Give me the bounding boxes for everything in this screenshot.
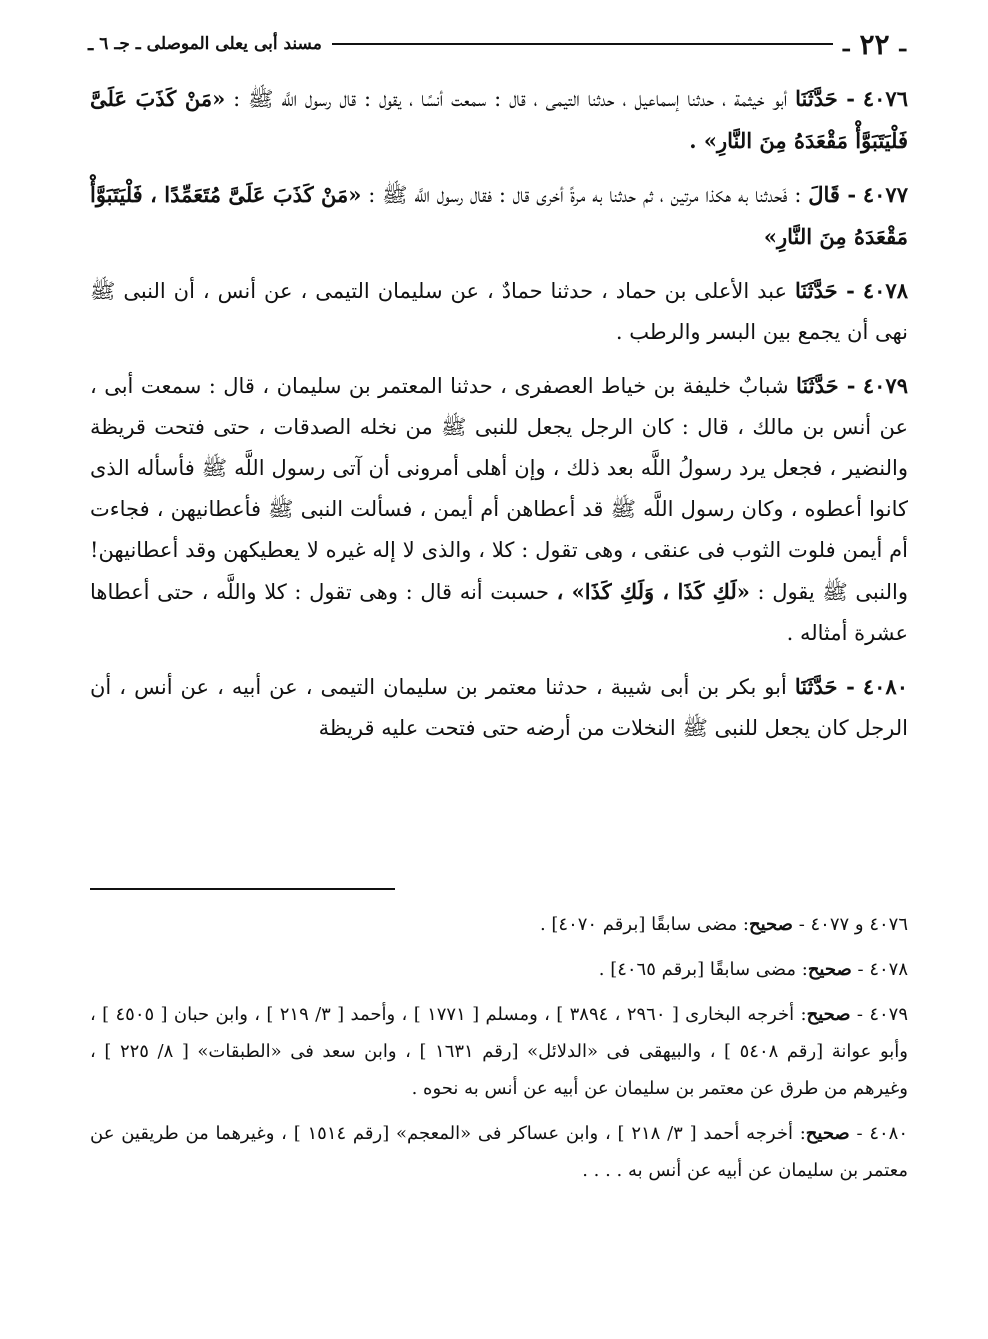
footnote-ref: ٤٠٨٠ - <box>856 1123 909 1144</box>
header-dash-left: ـ <box>88 33 94 55</box>
footnotes <box>90 906 908 1197</box>
hadith-lead: حَدَّثَنَا <box>795 278 838 303</box>
hadith-number: ٤٠٧٧ <box>862 182 908 207</box>
footnote-ref: ٤٠٧٨ - <box>857 959 908 980</box>
hadith-number: ٤٠٧٩ <box>862 373 908 398</box>
header-dash-mid: ـ <box>843 31 850 57</box>
hadith-body: عبد الأعلى بن حماد ، حدثنا حمادٌ ، عن سليمان التيمى ، عن أنس ، أن النبى ﷺ نهى أن يجمع بين البسر والرطب . <box>90 279 908 344</box>
footnote-text: : أخرجه البخارى [ ٢٩٦٠ ، ٣٨٩٤ ] ، ومسلم [ ١٧٧١ ] ، وأحمد [ ٣/ ٢١٩ ] ، وابن حبان [ ٤٥٠٥ ] ، وأبو عوانة [رقم ٥٤٠٨ ] ، والبيهقى فى «الدلائل» [رقم ١٦٣١ ] ، وابن سعد فى «الطبقات» [ ٨/ ٢٢٥ ] ، وغيرهم من طرق عن معتمر بن سليمان عن أبيه عن أنس به نحوه . <box>90 1004 908 1099</box>
hadith-body: أبو بكر بن أبى شيبة ، حدثنا معتمر بن سليمان التيمى ، عن أبيه ، عن أنس ، أن الرجل كان يجعل للنبى ﷺ النخلات من أرضه حتى فتحت عليه قريظة <box>90 675 908 740</box>
footnote-ref: ٤٠٧٦ و ٤٠٧٧ - <box>798 914 908 935</box>
footnote <box>90 951 908 988</box>
hadith-quote: «مَنْ كَذَبَ عَلَىَّ مُتَعَمِّدًا ، فَلْيَتَبَوَّأْ مَقْعَدَهُ مِنَ النَّارِ» <box>90 182 908 249</box>
footnote <box>90 1115 908 1189</box>
footnote-grade: صحيح <box>805 1123 850 1144</box>
hadith-lead: حَدَّثَنَا <box>796 373 839 398</box>
hadith-lead: قَالَ <box>808 182 840 207</box>
page-number: ٢٢ <box>859 27 890 61</box>
footnote-text: : مضى سابقًا [برقم ٤٠٦٥] . <box>598 959 808 980</box>
footnote-ref: ٤٠٧٩ - <box>856 1004 908 1025</box>
footnote-grade: صحيح <box>749 914 793 935</box>
hadith-entry: ٤٠٧٦ - حَدَّثَنَا أبو خيثمة ، حدثنا إسماعيل ، حدثنا التيمى ، قال : سمعت أنسًا ، يقول : قال رسول اللَّه ﷺ : «مَنْ كَذَبَ عَلَىَّ فَلْيَتَبَوَّأْ مَقْعَدَهُ مِنَ النَّارِ» . <box>90 86 908 153</box>
book-title: مسند أبى يعلى الموصلى ـ جـ ٦ <box>99 34 322 54</box>
hadith-number: ٤٠٧٦ <box>862 86 908 111</box>
hadith-entry: ٤٠٧٨ - حَدَّثَنَا عبد الأعلى بن حماد ، حدثنا حمادٌ ، عن سليمان التيمى ، عن أنس ، أن النبى ﷺ نهى أن يجمع بين البسر والرطب . <box>90 278 908 344</box>
footnote-separator <box>90 888 395 890</box>
hadith-number: ٤٠٨٠ <box>862 674 908 699</box>
hadith-lead: حَدَّثَنَا <box>794 674 838 699</box>
hadith-entry: ٤٠٨٠ - حَدَّثَنَا أبو بكر بن أبى شيبة ، حدثنا معتمر بن سليمان التيمى ، عن أبيه ، عن أنس ، أن الرجل كان يجعل للنبى ﷺ النخلات من أرضه حتى فتحت عليه قريظة <box>90 674 908 740</box>
hadith-body: أبو خيثمة ، حدثنا إسماعيل ، حدثنا التيمى ، قال : سمعت أنسًا ، يقول : قال رسول اللَّه ﷺ : <box>233 87 788 111</box>
hadith-entry: ٤٠٧٧ - قَالَ : فَحدثنا به هكذا مرتين ، ثم حدثنا به مرةً أخرى قال : فقال رسول اللَّه ﷺ : «مَنْ كَذَبَ عَلَىَّ مُتَعَمِّدًا ، فَلْيَتَبَوَّأْ مَقْعَدَهُ مِنَ النَّارِ» <box>90 182 908 249</box>
hadith-quote: «لَكِ كَذَا ، وَلَكِ كَذَا» ، <box>556 579 750 604</box>
hadith-quote: «مَنْ كَذَبَ عَلَىَّ فَلْيَتَبَوَّأْ مَقْعَدَهُ مِنَ النَّارِ» . <box>90 86 908 153</box>
header-dash-right: ـ <box>899 31 906 57</box>
footnote <box>90 996 908 1107</box>
footnote-text: : مضى سابقًا [برقم ٤٠٧٠] . <box>539 914 749 935</box>
hadith-entry: ٤٠٧٩ - حَدَّثَنَا شبابٌ خليفة بن خياط العصفرى ، حدثنا المعتمر بن سليمان ، قال : سمعت أبى ، عن أنس بن مالك ، قال : كان الرجل يجعل للنبى ﷺ من نخله الصدقات ، حتى فتحت قريظة والنضير ، فجعل يرد رسولُ اللَّه بعد ذلك ، وإن أهلى أمرونى أن آتى رسول اللَّه ﷺ فأسأله الذى كانوا أعطوه ، وكان رسول اللَّه ﷺ قد أعطاهن أم أيمن ، فسألت النبى ﷺ فأعطانيهن ، فجاءت أم أيمن فلوت الثوب فى عنقى ، وهى تقول : كلا ، والذى لا إله غيره لا يعطيكهن وقد أعطانيهن! والنبى ﷺ يقول : «لَكِ كَذَا ، وَلَكِ كَذَا» ، حسبت أنه قال : وهى تقول : كلا واللَّه ، حتى أعطاها عشرة أمثاله . <box>90 373 908 645</box>
running-header <box>88 24 906 64</box>
hadith-number: ٤٠٧٨ <box>862 278 908 303</box>
footnote-grade: صحيح <box>806 1004 851 1025</box>
hadith-lead: حَدَّثَنَا <box>795 86 838 111</box>
hadith-tail: حسبت أنه قال : وهى تقول : كلا واللَّه ، حتى أعطاها عشرة أمثاله . <box>90 580 908 645</box>
footnote <box>90 906 908 943</box>
hadith-body: : فَحدثنا به هكذا مرتين ، ثم حدثنا به مرةً أخرى قال : فقال رسول اللَّه ﷺ : <box>368 183 802 207</box>
footnote-grade: صحيح <box>807 959 852 980</box>
footnote-text: : أخرجه أحمد [ ٣/ ٢١٨ ] ، وابن عساكر فى «المعجم» [رقم ١٥١٤ ] ، وغيرهما من طريقين عن معتمر بن سليمان عن أبيه عن أنس به . . . . <box>90 1123 908 1181</box>
hadith-text <box>90 78 908 761</box>
hadith-body: شبابٌ خليفة بن خياط العصفرى ، حدثنا المعتمر بن سليمان ، قال : سمعت أبى ، عن أنس بن مالك ، قال : كان الرجل يجعل للنبى ﷺ من نخله الصدقات ، حتى فتحت قريظة والنضير ، فجعل يرد رسولُ اللَّه بعد ذلك ، وإن أهلى أمرونى أن آتى رسول اللَّه ﷺ فأسأله الذى كانوا أعطوه ، وكان رسول اللَّه ﷺ قد أعطاهن أم أيمن ، فسألت النبى ﷺ فأعطانيهن ، فجاءت أم أيمن فلوت الثوب فى عنقى ، وهى تقول : كلا ، والذى لا إله غيره لا يعطيكهن وقد أعطانيهن! والنبى ﷺ يقول : <box>90 374 908 604</box>
header-rule <box>332 43 833 45</box>
